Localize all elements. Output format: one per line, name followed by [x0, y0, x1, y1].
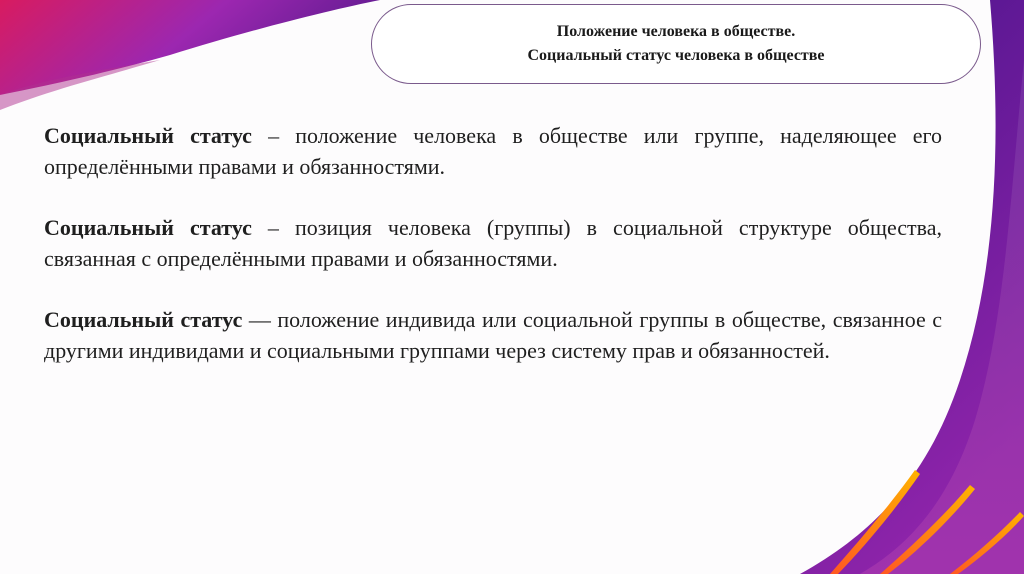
definition-paragraph-1 — [44, 120, 942, 182]
title-line-2: Социальный статус человека в обществе — [527, 47, 825, 64]
definition-text: – положение человека в обществе или группе, наделяющее его определёнными правами и обязанностями. — [44, 123, 943, 179]
title-box — [371, 4, 981, 84]
definition-term: Социальный статус — [44, 123, 252, 148]
definition-text: — положение индивида или социальной группы в обществе, связанное с другими индивидами и социальными группами через систему прав и обязанностей. — [44, 307, 943, 363]
definitions-content — [44, 120, 942, 396]
definition-text: – позиция человека (группы) в социальной структуре общества, связанная с определёнными правами и обязанностями. — [44, 215, 942, 271]
title-line-1: Положение человека в обществе. — [556, 23, 796, 40]
definition-term: Социальный статус — [44, 215, 252, 240]
definition-paragraph-3 — [44, 304, 942, 366]
definition-term: Социальный статус — [44, 307, 243, 332]
definition-paragraph-2 — [44, 212, 942, 274]
